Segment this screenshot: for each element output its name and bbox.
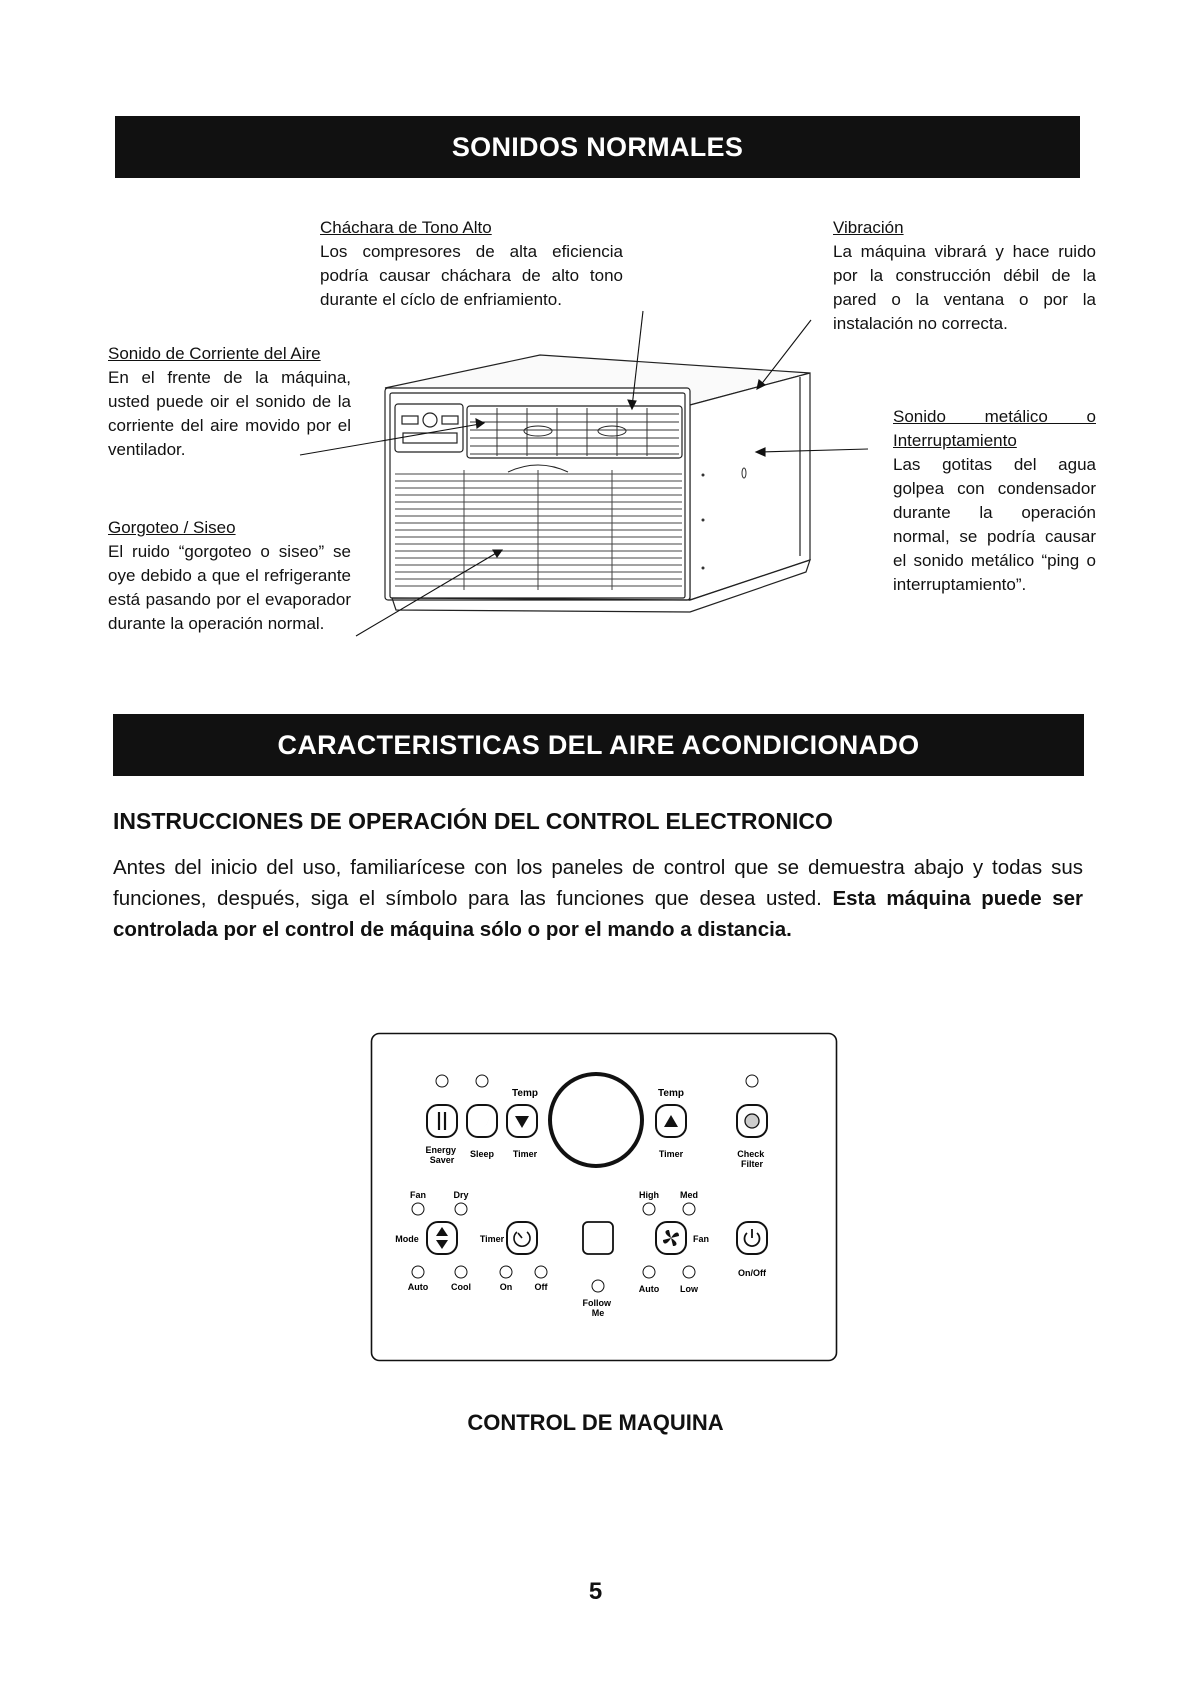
note-title: Cháchara de Tono Alto <box>320 218 492 237</box>
sleep-label: Sleep <box>469 1149 495 1159</box>
note-body: La máquina vibrará y hace ruido por la construcción débil de la pared o la ventana o por la instalación no correcta. <box>833 242 1096 333</box>
onoff-label: On/Off <box>738 1268 766 1278</box>
low-label: Low <box>680 1284 698 1294</box>
intro-paragraph <box>113 852 1083 945</box>
auto-mode-label: Auto <box>407 1282 429 1292</box>
timer-on-label: On <box>499 1282 513 1292</box>
high-led-label: High <box>639 1190 659 1200</box>
note-title: Sonido de Corriente del Aire <box>108 344 321 363</box>
check-filter-label: Check Filter <box>737 1149 765 1169</box>
temp-down-label: Temp <box>512 1088 538 1099</box>
timer-off-label: Off <box>534 1282 548 1292</box>
fan-button-label: Fan <box>692 1234 710 1244</box>
note-body: Las gotitas del agua golpea con condensador durante la operación normal, se podría causar el sonido metálico “ping o interruptamiento”. <box>893 455 1096 594</box>
med-led-label: Med <box>680 1190 698 1200</box>
page-number: 5 <box>588 1578 603 1605</box>
intro-bold-text: Esta máquina puede ser controlada por el control de máquina sólo o por el mando a distancia. <box>113 887 1084 941</box>
section-banner-features: CARACTERISTICAS DEL AIRE ACONDICIONADO <box>113 714 1084 776</box>
timer-right-label: Timer <box>658 1149 684 1159</box>
dry-led-label: Dry <box>453 1190 469 1200</box>
note-title: Sonido metálico o Interruptamiento <box>893 407 1096 450</box>
timer-left-label: Timer <box>512 1149 538 1159</box>
air-conditioner-illustration <box>0 0 1191 700</box>
mode-label: Mode <box>395 1234 419 1244</box>
note-title: Gorgoteo / Siseo <box>108 518 236 537</box>
timer-button-label: Timer <box>479 1234 505 1244</box>
control-panel <box>370 1032 838 1362</box>
filter-icon <box>745 1114 759 1128</box>
temp-up-label: Temp <box>658 1088 684 1099</box>
fan-auto-label: Auto <box>638 1284 660 1294</box>
follow-me-label: Follow Me <box>582 1298 611 1318</box>
note-body: En el frente de la máquina, usted puede oir el sonido de la corriente del aire movido por el ventilador. <box>108 368 351 459</box>
section-banner-sounds: SONIDOS NORMALES <box>115 116 1080 178</box>
instructions-heading: INSTRUCCIONES DE OPERACIÓN DEL CONTROL ELECTRONICO <box>113 808 833 834</box>
intro-plain-text: Antes del inicio del uso, familiarícese con los paneles de control que se demuestra abajo y todas sus funciones, después, siga el símbolo para las funciones que desea usted. <box>113 856 1083 910</box>
cool-label: Cool <box>451 1282 471 1292</box>
note-body: El ruido “gorgoteo o siseo” se oye debido a que el refrigerante está pasando por el evaporador durante la operación normal. <box>108 542 351 633</box>
energy-saver-label: Energy Saver <box>425 1145 456 1165</box>
fan-led-label: Fan <box>409 1190 427 1200</box>
note-title: Vibración <box>833 218 904 237</box>
control-panel-caption: CONTROL DE MAQUINA <box>467 1410 724 1435</box>
note-body: Los compresores de alta eficiencia podría causar cháchara de alto tono durante el cíclo de enfriamiento. <box>320 242 623 309</box>
